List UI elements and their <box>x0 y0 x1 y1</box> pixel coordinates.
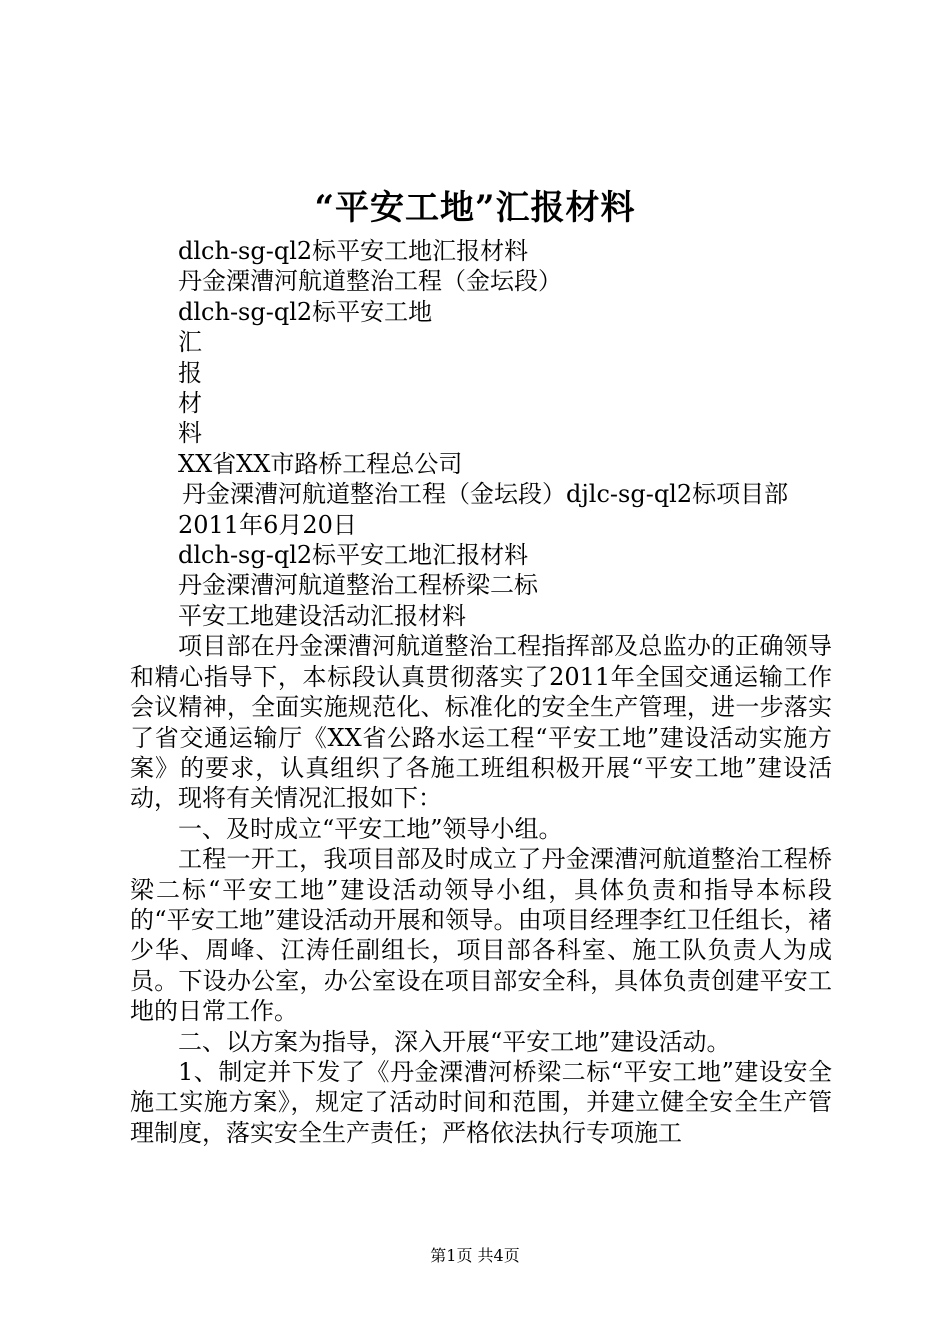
header-line: 材 <box>178 389 202 418</box>
sub-heading: 丹金溧漕河航道整治工程桥梁二标 <box>178 571 538 600</box>
header-line: 报 <box>178 358 202 387</box>
body-paragraph: 1、制定并下发了《丹金溧漕河桥梁二标“平安工地”建设安全施工实施方案》，规定了活动时间和范围，并建立健全安全生产管理制度，落实安全生产责任；严格依法执行专项施工 <box>130 1057 832 1147</box>
body-paragraph: 工程一开工，我项目部及时成立了丹金溧漕河航道整治工程桥梁二标“平安工地”建设活动领导小组，具体负责和指导本标段的“平安工地”建设活动开展和领导。由项目经理李红卫任组长，褚少华、周峰、江涛任副组长，项目部各科室、施工队负责人为成员。下设办公室，办公室设在项目部安全科，具体负责创建平安工地的日常工作。 <box>130 845 832 1026</box>
project-department: 丹金溧漕河航道整治工程（金坛段）djlc-sg-ql2标项目部 <box>182 480 789 509</box>
document-body <box>130 236 832 1148</box>
sub-heading: dlch-sg-ql2标平安工地汇报材料 <box>178 541 529 570</box>
header-line: 丹金溧漕河航道整治工程（金坛段） <box>178 267 562 296</box>
header-line: 料 <box>178 419 202 448</box>
section-heading: 一、及时成立“平安工地”领导小组。 <box>178 814 563 843</box>
company-name: XX省XX市路桥工程总公司 <box>178 449 463 478</box>
sub-heading: 平安工地建设活动汇报材料 <box>178 601 466 630</box>
header-line: dlch-sg-ql2标平安工地 <box>178 297 433 326</box>
report-date: 2011年6月20日 <box>178 510 357 539</box>
page-footer: 第1页 共4页 <box>430 1246 520 1265</box>
header-line: 汇 <box>178 328 202 357</box>
section-heading: 二、以方案为指导，深入开展“平安工地”建设活动。 <box>178 1027 731 1056</box>
body-paragraph: 项目部在丹金溧漕河航道整治工程指挥部及总监办的正确领导和精心指导下，本标段认真贯彻落实了2011年全国交通运输工作会议精神，全面实施规范化、标准化的安全生产管理，进一步落实了省交通运输厅《XX省公路水运工程“平安工地”建设活动实施方案》的要求，认真组织了各施工班组积极开展“平安工地”建设活动，现将有关情况汇报如下： <box>130 632 832 813</box>
document-title: “平安工地”汇报材料 <box>314 188 636 228</box>
header-line: dlch-sg-ql2标平安工地汇报材料 <box>178 237 529 265</box>
